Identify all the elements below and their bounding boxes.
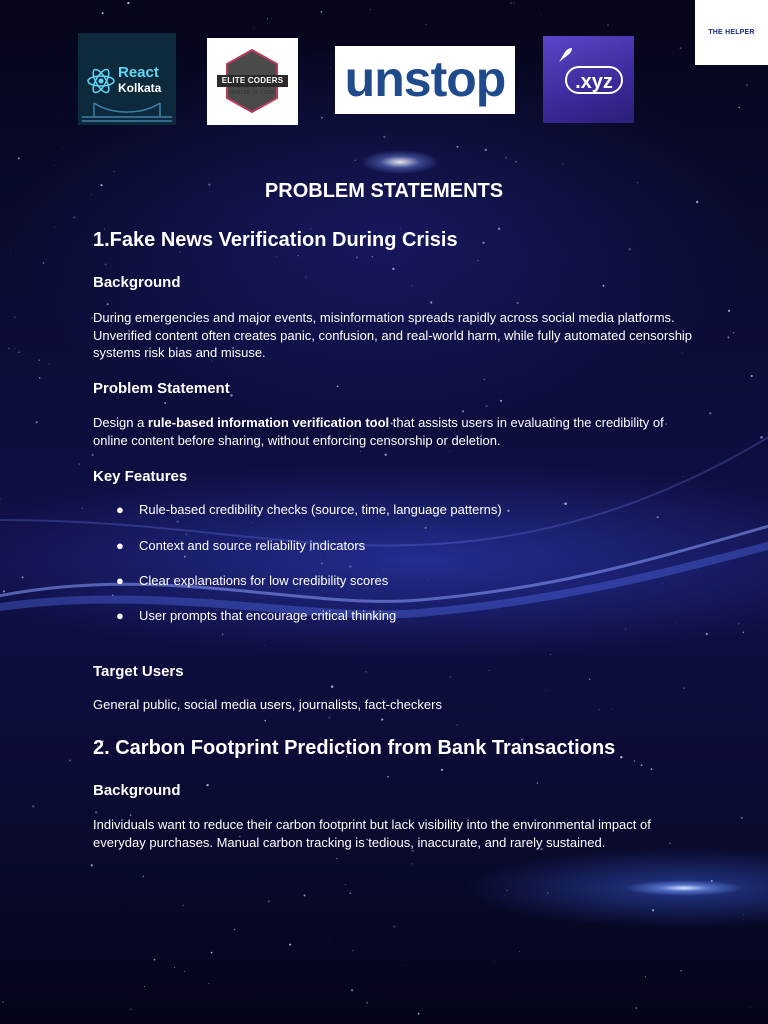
problem-1-background-text: During emergencies and major events, misinformation spreads rapidly across social media platforms. Unverified content often creates panic, confusion, and real-world harm, while fully automated censorship systems risk bias and misuse. (93, 310, 693, 361)
problem-1-background-heading: Background (93, 274, 181, 291)
rocket-icon (555, 46, 575, 66)
unstop-logo-text: unstop (344, 51, 506, 107)
elite-coders-logo (207, 38, 298, 125)
problem-1-heading: 1.Fake News Verification During Crisis (93, 229, 458, 251)
feature-list-item (116, 502, 502, 517)
page-title: PROBLEM STATEMENTS (264, 180, 504, 202)
problem-1-statement-text (93, 414, 693, 449)
react-atom-icon (86, 66, 116, 96)
problem-1-features-heading: Key Features (93, 468, 188, 485)
bullet-icon: ● (116, 502, 124, 517)
feature-text: Rule-based credibility checks (source, time, language patterns) (139, 502, 502, 517)
bullet-icon: ● (116, 573, 124, 588)
feature-text: Clear explanations for low credibility scores (139, 573, 389, 588)
bridge-icon (82, 99, 172, 123)
problem-2-heading: 2. Carbon Footprint Prediction from Bank Transactions (93, 737, 616, 759)
elite-coders-text: ELITE CODERS (217, 75, 288, 87)
problem-1-statement-heading: Problem Statement (93, 380, 230, 397)
the-helper-badge: THE HELPER (695, 0, 768, 65)
unstop-logo (335, 46, 515, 114)
xyz-logo (543, 36, 634, 123)
statement-bold: rule-based information verification tool (147, 415, 390, 430)
feature-list-item (116, 573, 388, 588)
bullet-icon: ● (116, 608, 124, 623)
problem-1-users-text: General public, social media users, journalists, fact-checkers (93, 697, 442, 712)
problem-1-users-heading: Target Users (93, 663, 184, 680)
react-logo-text: React (118, 64, 159, 81)
react-kolkata-logo (78, 33, 176, 125)
xyz-logo-text: .xyz (565, 66, 623, 94)
bullet-icon: ● (116, 538, 124, 553)
feature-list-item (116, 538, 365, 553)
feature-list-item (116, 608, 396, 623)
winter-of-code-text: WINTER OF CODE (230, 90, 275, 96)
feature-text: Context and source reliability indicators (139, 538, 366, 553)
statement-suffix: that assists users in evaluating the credibility of online content before sharing, without enforcing censorship or deletion. (93, 415, 664, 448)
kolkata-logo-text: Kolkata (118, 81, 162, 95)
problem-2-background-heading: Background (93, 782, 181, 799)
statement-prefix: Design a (93, 415, 148, 430)
feature-text: User prompts that encourage critical thinking (139, 608, 397, 623)
problem-2-background-text: Individuals want to reduce their carbon footprint but lack visibility into the environmental impact of everyday purchases. Manual carbon tracking is tedious, inaccurate, and rarely sustained. (93, 817, 651, 850)
